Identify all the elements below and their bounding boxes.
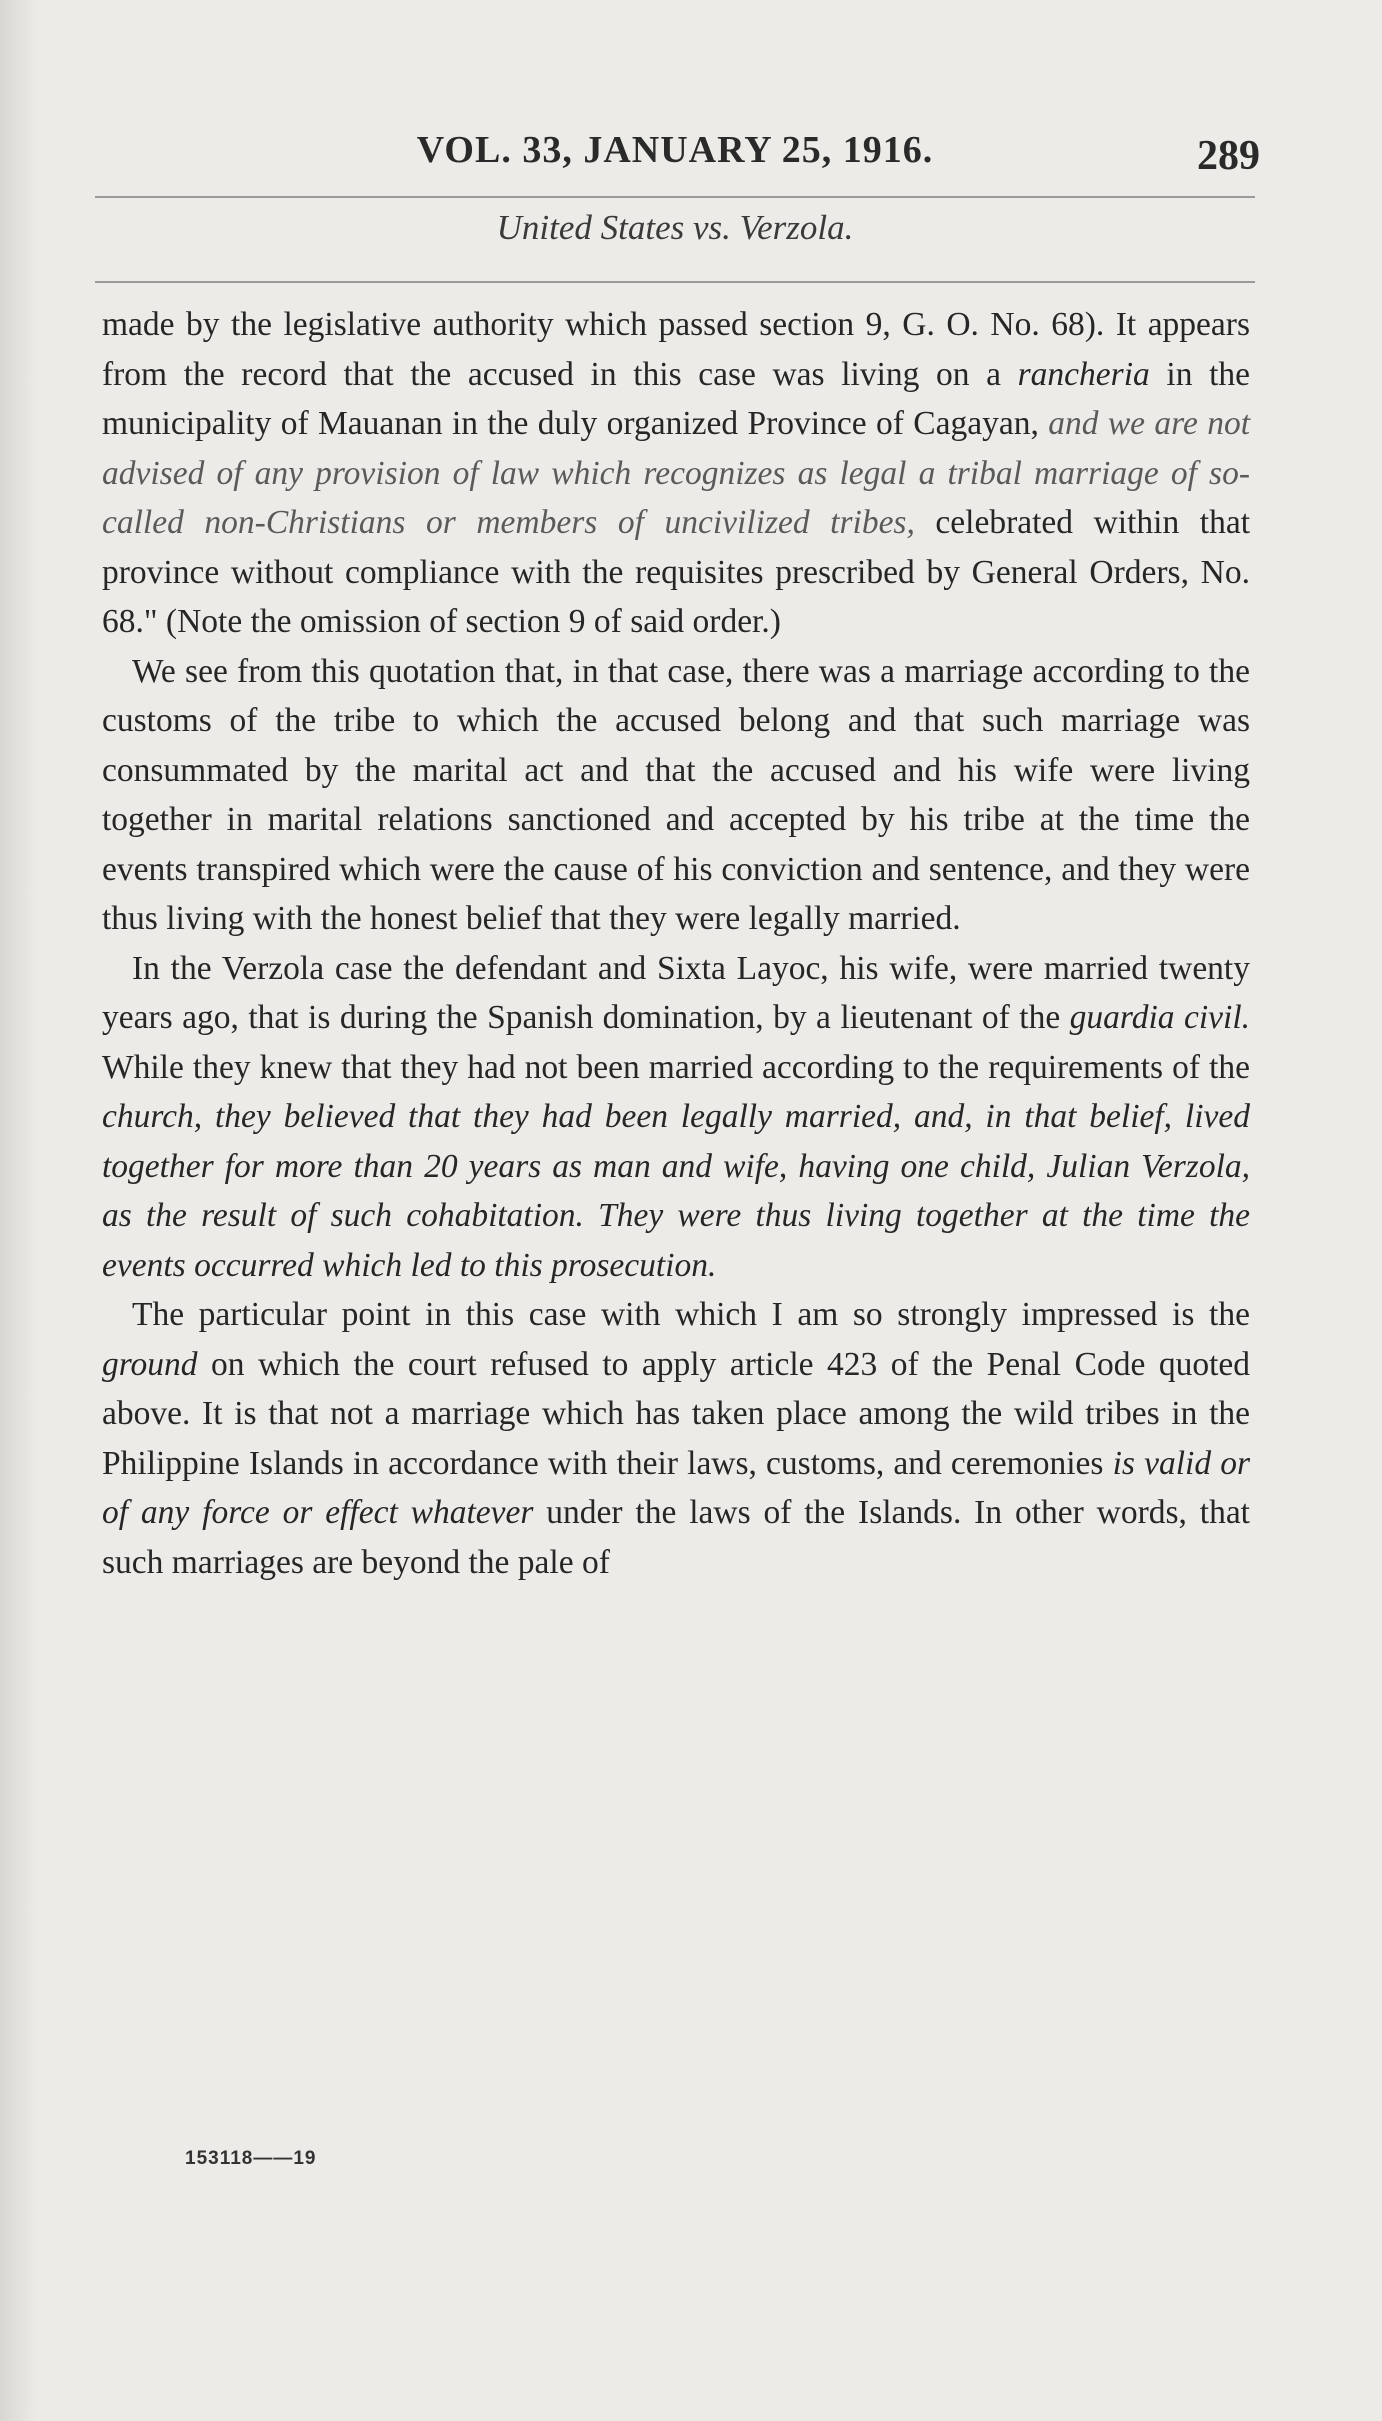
- page-binding-edge: [0, 0, 38, 2421]
- paragraph-3: In the Verzola case the defendant and Sixta Layoc, his wife, were married twenty years ago, that is during the Spanish domination, by a lieutenant of the guardia civil. While they knew that they had not been married according to the requirements of the church, they believed that they had been legally married, and, in that belief, lived together for more than 20 years as man and wife, having one child, Julian Verzola, as the result of such cohabitation. They were thus living together at the time the events occurred which led to this prosecution.: [102, 949, 1250, 1284]
- header-rule-bottom: [95, 281, 1255, 283]
- printer-signature-mark: 153118——19: [185, 2148, 317, 2169]
- case-running-head: United States vs. Verzola.: [496, 208, 854, 247]
- paragraph-2: We see from this quotation that, in that case, there was a marriage according to the customs of the tribe to which the accused belong and that such marriage was consummated by the marital act and that the accused and his wife were living together in marital relations sanctioned and accepted by his tribe at the time the events transpired which were the cause of his conviction and sentence, and they were thus living with the honest belief that they were legally married.: [102, 652, 1250, 937]
- paragraph-1: made by the legislative authority which passed section 9, G. O. No. 68). It appears from the record that the accused in this case was living on a rancheria in the municipality of Mauanan in the duly organized Province of Cagayan, and we are not advised of any provision of law which recognizes as legal a tribal marriage of so-called non-Christians or members of uncivilized tribes, celebrated within that province without compliance with the requisites prescribed by General Orders, No. 68." (Note the omission of section 9 of said order.): [102, 306, 1251, 640]
- header-rule-top: [95, 196, 1255, 198]
- paragraph-4: The particular point in this case with which I am so strongly impressed is the ground on which the court refused to apply article 423 of the Penal Code quoted above. It is that not a marriage which has taken place among the wild tribes in the Philippine Islands in accordance with their laws, customs, and ceremonies is valid or of any force or effect whatever under the laws of the Islands. In other words, that such marriages are beyond the pale of: [102, 1296, 1251, 1581]
- body-text: [102, 300, 1250, 1587]
- page-number: 289: [1197, 133, 1260, 179]
- volume-date-title: VOL. 33, JANUARY 25, 1916.: [416, 129, 934, 171]
- page-header: [90, 128, 1260, 198]
